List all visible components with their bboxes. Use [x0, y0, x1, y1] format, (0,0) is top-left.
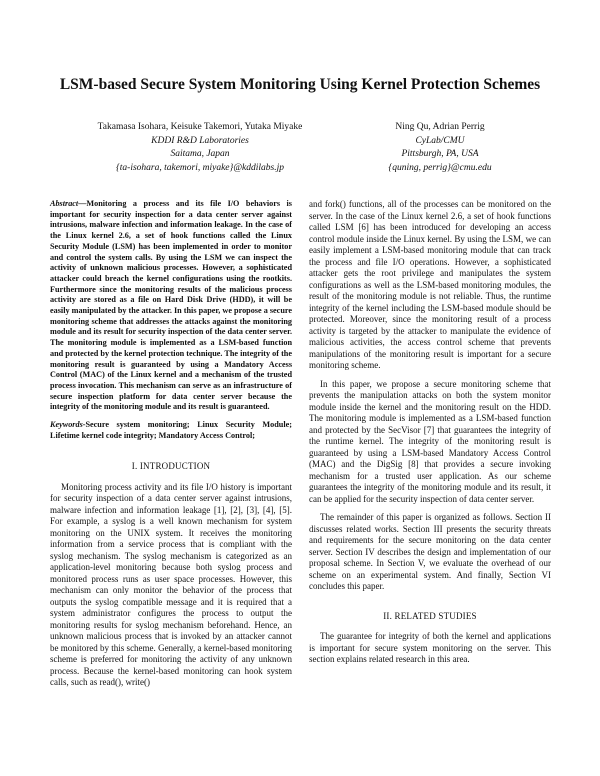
keywords — [50, 420, 292, 441]
keywords-text: -Secure system monitoring; Linux Security Module; Lifetime kernel code integrity; Mandatory Access Control; — [50, 420, 292, 440]
section-heading-introduction: I. INTRODUCTION — [131, 461, 211, 472]
author-block-left — [70, 121, 330, 175]
left-column — [50, 199, 292, 696]
body-paragraph: The remainder of this paper is organized as follows. Section II discusses related works. Section III presents the security threats and requirements for the secure monitoring on the data center server. Section IV describes the design and implementation of our proposal scheme. In Section V, we evaluate the overhead of our scheme on an experimental system. And finally, Section VI concludes this paper. — [309, 512, 551, 591]
intro-paragraph: Monitoring process activity and its file I/O history is important for security inspection of a data center server against intrusions, malware infection and information leakage [1], [2], [3], [4], [5]. For example, a syslog is a well known mechanism for system monitoring on the UNIX system. It receives the monitoring information from a service process that is compliant with the syslog mechanism. The syslog mechanism is categorized as an application-level monitoring because both syslog process and monitored process runs as user space processes. However, this mechanism can only monitor the behavior of the process that outputs the syslog compatible message and it is required that a system administrator configures the process to output the monitoring results for syslog mechanism beforehand. Hence, an unknown malicious process that is invoked by an attacker cannot be monitored by this scheme. Generally, a kernel-based monitoring scheme is preferred for monitoring the activity of any unknown process. Because the kernel-based monitoring can hook system calls, such as read(), write() — [50, 481, 292, 688]
author-names: Takamasa Isohara, Keisuke Takemori, Yutaka Miyake — [97, 122, 303, 132]
section-heading-related-studies: II. RELATED STUDIES — [383, 610, 477, 621]
body-paragraph: The guarantee for integrity of both the kernel and applications is important for secure system monitoring on the server. This section explains related research in this area. — [309, 631, 551, 664]
abstract — [50, 199, 292, 413]
author-email: {quning, perrig}@cmu.edu — [388, 162, 492, 173]
author-location: Saitama, Japan — [170, 149, 230, 159]
author-affiliation: CyLab/CMU — [415, 135, 465, 146]
abstract-label: Abstract — [50, 199, 79, 208]
abstract-text: —Monitoring a process and its file I/O behaviors is important for security inspection for a data center server against intrusions, malware infection and information leakage. In the case of the Linux kernel 2.6, a set of hook functions called the Linux Security Module (LSM) has been implemented in order to monitor and control the system calls. By using the LSM we can inspect the activity of unknown malicious processes. However, a sophisticated attacker could breach the kernel configurations using the rootkits. Furthermore since the monitoring results of the malicious process activity are stored as a file on Hard Disk Drive (HDD), it will be easily manipulated by the attacker. In this paper, we propose a secure monitoring scheme that addresses the attacks against the monitoring module and its result for security inspection of the data center server. The monitoring module is implemented as a LSM-based function and protected by the kernel protection technique. The integrity of the monitoring result is guaranteed by using a Mandatory Access Control (MAC) of the Linux kernel and a mechanism of the trusted process invocation. This mechanism can serve as an infrastructure of secure inspection platform for data center server because the integrity of the monitoring module and its result is guaranteed. — [50, 199, 292, 412]
author-affiliation: KDDI R&D Laboratories — [151, 135, 249, 146]
body-paragraph: and fork() functions, all of the processes can be monitored on the server. In the case of the Linux kernel 2.6, a set of hook functions called LSM [6] has been introduced for developing an access control module inside the Linux kernel. By using the LSM, we can easily implement a LSM-based monitoring module that can track the process and file I/O operations. However, a sophisticated attacker gets the root privilege and manipulates the system configurations as well as the LSM-based monitoring modules, the result of the monitoring module is not reliable. Thus, the runtime integrity of the kernel including the LSM-based module should be protected. Moreover, since the monitoring result of a process activity is targeted by the attacker to manipulate the evidence of malicious activities, the access control scheme that prevents manipulations of the monitoring result is important for a secure monitoring scheme. — [309, 199, 551, 370]
right-column — [309, 199, 551, 673]
keywords-label: Keywords — [50, 420, 83, 430]
author-email: {ta-isohara, takemori, miyake}@kddilabs.jp — [115, 162, 285, 173]
paper-title: LSM-based Secure System Monitoring Using Kernel Protection Schemes — [59, 76, 541, 93]
body-paragraph: In this paper, we propose a secure monitoring scheme that prevents the manipulation attacks on both the system monitor module inside the kernel and the monitoring result on the HDD. The monitoring module is implemented as a LSM-based function and protected by the SecVisor [7] that guarantees the integrity of the runtime kernel. The integrity of the monitoring result is guaranteed by using a LSM-based Mandatory Access Control (MAC) and the DigSig [8] that provides a secure invoking mechanism for a trusted user application. As our scheme guarantees the integrity of the monitoring module and its result, it can be applied for the security inspection of data center server. — [309, 378, 551, 504]
author-block-right — [350, 121, 530, 175]
author-location: Pittsburgh, PA, USA — [401, 149, 479, 159]
author-names: Ning Qu, Adrian Perrig — [395, 122, 485, 132]
